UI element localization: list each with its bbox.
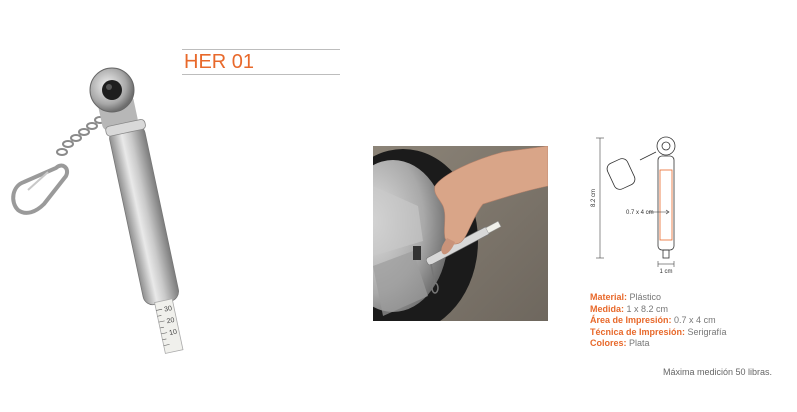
key-chain-icon (57, 117, 105, 155)
spec-material (590, 292, 727, 304)
print-area-label: 0.7 x 4 cm (626, 210, 654, 216)
scale-label-10: 10 (168, 328, 178, 338)
dimension-diagram (590, 130, 700, 280)
spec-value: Serigrafía (687, 326, 727, 337)
scale-label-20: 20 (166, 316, 176, 326)
spec-colors (590, 338, 727, 350)
max-measure-note: Máxima medición 50 libras. (663, 367, 773, 377)
spec-label: Técnica de Impresión: (590, 326, 686, 337)
spec-label: Colores: (590, 338, 627, 348)
spec-value: Plata (629, 338, 650, 348)
product-image (8, 64, 228, 364)
spec-value: 0.7 x 4 cm (674, 315, 716, 325)
spec-print-area (590, 315, 727, 327)
gauge-outline-icon (605, 137, 675, 258)
spec-value: 1 x 8.2 cm (626, 303, 669, 314)
gauge-barrel-icon (105, 119, 193, 356)
spec-print-technique (590, 327, 727, 339)
spec-label: Medida: (590, 303, 625, 314)
spec-label: Área de Impresión: (590, 315, 672, 325)
scale-label-30: 30 (163, 305, 173, 314)
spec-label: Material: (590, 292, 628, 302)
spec-list (590, 292, 727, 350)
usage-photo (373, 146, 548, 321)
spec-size (590, 304, 727, 316)
width-label: 1 cm (659, 269, 673, 275)
carabiner-icon (13, 166, 67, 213)
spec-value: Plástico (629, 292, 662, 302)
product-code: HER 01 (184, 51, 255, 73)
height-label: 8.2 cm (591, 188, 597, 208)
